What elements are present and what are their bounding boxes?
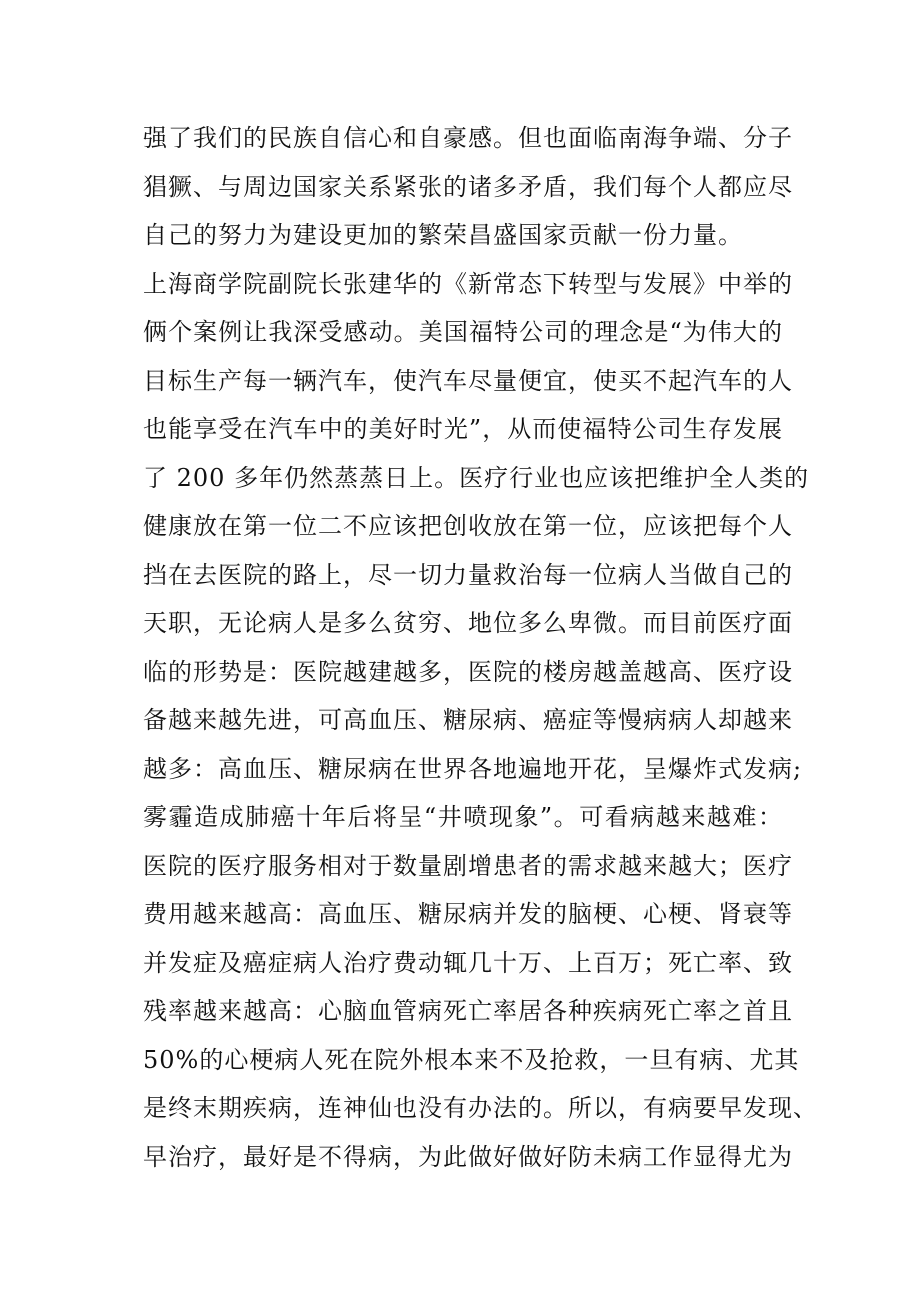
text-line: 自己的努力为建设更加的繁荣昌盛国家贡献一份力量。 (143, 221, 743, 249)
text-line: 挡在去医院的路上，尽一切力量救治每一位病人当做自己的 (143, 560, 793, 589)
text-line: 早治疗，最好是不得病，为此做好做好防未病工作显得尤为 (143, 1142, 793, 1171)
text-line: 也能享受在汽车中的美好时光”，从而使福特公司生存发展 (143, 415, 783, 443)
body-text (143, 118, 818, 1185)
text-line: 猖獗、与周边国家关系紧张的诸多矛盾，我们每个人都应尽 (143, 172, 793, 201)
text-line: 上海商学院副院长张建华的《新常态下转型与发展》中举的 (143, 269, 793, 298)
text-line: 临的形势是：医院越建越多，医院的楼房越盖越高、医疗设 (143, 657, 793, 686)
text-line: 目标生产每一辆汽车，使汽车尽量便宜，使买不起汽车的人 (143, 366, 793, 395)
text-line: 医院的医疗服务相对于数量剧增患者的需求越来越大；医疗 (143, 851, 793, 880)
text-line: 备越来越先进，可高血压、糖尿病、癌症等慢病病人却越来 (143, 706, 793, 734)
text-line: 50%的心梗病人死在院外根本来不及抢救，一旦有病、尤其 (143, 1045, 800, 1074)
text-line: 强了我们的民族自信心和自豪感。但也面临南海争端、分子 (143, 124, 793, 152)
text-line: 了 200 多年仍然蒸蒸日上。医疗行业也应该把维护全人类的 (143, 463, 810, 492)
text-line: 残率越来越高：心脑血管病死亡率居各种疾病死亡率之首且 (143, 997, 793, 1025)
text-line: 俩个案例让我深受感动。美国福特公司的理念是“为伟大的 (143, 318, 783, 346)
text-line: 健康放在第一位二不应该把创收放在第一位，应该把每个人 (143, 512, 793, 540)
text-line: 雾霾造成肺癌十年后将呈“井喷现象”。可看病越来越难： (143, 803, 783, 831)
text-line: 是终末期疾病，连神仙也没有办法的。所以，有病要早发现、 (143, 1094, 818, 1122)
text-line: 天职，无论病人是多么贫穷、地位多么卑微。而目前医疗面 (143, 609, 793, 637)
text-line: 越多：高血压、糖尿病在世界各地遍地开花，呈爆炸式发病; (143, 754, 803, 783)
text-line: 费用越来越高：高血压、糖尿病并发的脑梗、心梗、肾衰等 (143, 900, 793, 928)
text-line: 并发症及癌症病人治疗费动辄几十万、上百万；死亡率、致 (143, 948, 793, 977)
